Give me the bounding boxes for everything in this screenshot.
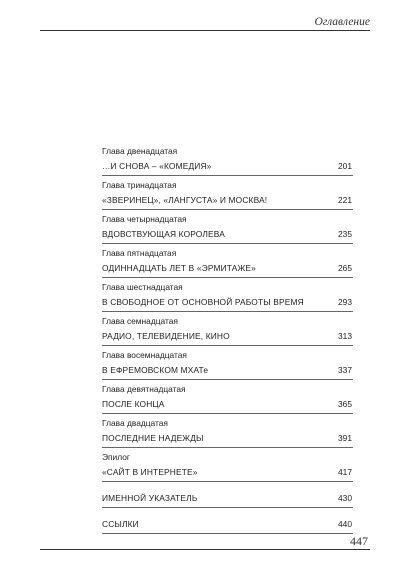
toc-entry-kicker: Глава семнадцатая — [102, 316, 178, 326]
running-header — [40, 12, 370, 31]
toc-entry-page: 265 — [338, 263, 352, 273]
toc-entry-title: ВДОВСТВУЮЩАЯ КОРОЛЕВА — [102, 229, 225, 239]
toc-entry-page: 365 — [338, 399, 352, 409]
toc-entry-kicker: Глава двенадцатая — [102, 146, 178, 156]
toc-entry-kicker: Глава тринадцатая — [102, 180, 177, 190]
toc-entry-kicker: Эпилог — [102, 452, 130, 462]
toc-entry-page: 201 — [338, 161, 352, 171]
toc-entry-kicker: Глава пятнадцатая — [102, 248, 177, 258]
toc-entry-page: 430 — [338, 493, 352, 503]
toc-entry-page: 417 — [338, 467, 352, 477]
running-header-title: Оглавление — [314, 16, 370, 28]
toc-entry-page: 440 — [338, 519, 352, 529]
toc-entry-title: …И СНОВА – «КОМЕДИЯ» — [102, 161, 212, 171]
toc-entry-title: В ЕФРЕМОВСКОМ МХАТе — [102, 365, 209, 375]
footer-rule — [40, 549, 370, 550]
toc-entry-chapter-16 — [102, 278, 353, 312]
toc-entry-page: 337 — [338, 365, 352, 375]
toc-entry-kicker: Глава двадцатая — [102, 418, 168, 428]
toc-entry-kicker: Глава шестнадцатая — [102, 282, 183, 292]
toc-entry-title: ОДИННАДЦАТЬ ЛЕТ В «ЭРМИТАЖЕ» — [102, 263, 256, 273]
toc-entry-title: ПОСЛЕ КОНЦА — [102, 399, 165, 409]
toc-entry-kicker: Глава девятнадцатая — [102, 384, 186, 394]
toc-entry-chapter-12 — [102, 142, 353, 176]
toc-entry-title: ПОСЛЕДНИЕ НАДЕЖДЫ — [102, 433, 204, 443]
toc-entry-chapter-15 — [102, 244, 353, 278]
toc-entry-chapter-20 — [102, 414, 353, 448]
toc-entry-kicker: Глава четырнадцатая — [102, 214, 187, 224]
toc-entry-title: ИМЕННОЙ УКАЗАТЕЛЬ — [102, 493, 198, 503]
page-number: 447 — [350, 534, 368, 548]
toc-entry-page: 235 — [338, 229, 352, 239]
toc-entry-chapter-14 — [102, 210, 353, 244]
toc-entry-chapter-19 — [102, 380, 353, 414]
toc-entry-title: ССЫЛКИ — [102, 519, 139, 529]
toc-entry-chapter-13 — [102, 176, 353, 210]
toc-entry-kicker: Глава восемнадцатая — [102, 350, 187, 360]
toc-entry-title: «ЗВЕРИНЕЦ», «ЛАНГУСТА» И МОСКВА! — [102, 195, 268, 205]
toc-entry-page: 313 — [338, 331, 352, 341]
toc-entry-title: «САЙТ В ИНТЕРНЕТЕ» — [102, 467, 198, 477]
toc-entry-epilogue — [102, 448, 353, 482]
table-of-contents — [102, 142, 353, 534]
toc-entry-title: РАДИО, ТЕЛЕВИДЕНИЕ, КИНО — [102, 331, 230, 341]
toc-entry-page: 221 — [338, 195, 352, 205]
toc-entry-chapter-18 — [102, 346, 353, 380]
toc-entry-page: 293 — [338, 297, 352, 307]
toc-entry-name-index — [102, 482, 353, 508]
toc-entry-title: В СВОБОДНОЕ ОТ ОСНОВНОЙ РАБОТЫ ВРЕМЯ — [102, 297, 304, 307]
toc-entry-chapter-17 — [102, 312, 353, 346]
toc-entry-page: 391 — [338, 433, 352, 443]
toc-entry-references — [102, 508, 353, 534]
